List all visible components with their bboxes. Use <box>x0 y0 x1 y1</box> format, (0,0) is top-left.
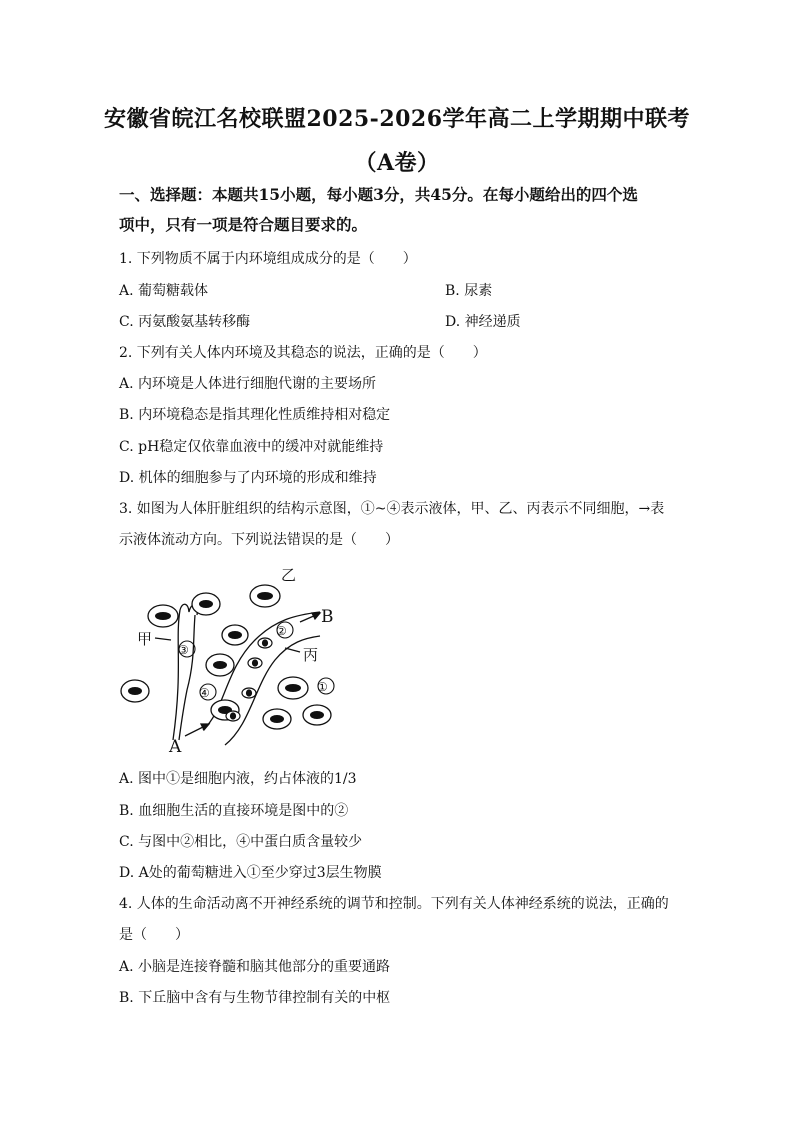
q2-option-a: A. 内环境是人体进行细胞代谢的主要场所 <box>119 376 377 392</box>
exam-title: 安徽省皖江名校联盟2025-2026学年高二上学期期中联考 <box>103 106 691 132</box>
label-1: ① <box>317 680 328 694</box>
blood-cell <box>258 638 272 648</box>
cell <box>148 605 178 627</box>
pointer-bing <box>285 648 300 652</box>
blood-cell <box>226 711 240 721</box>
q3-option-b: B. 血细胞生活的直接环境是图中的② <box>119 803 349 819</box>
section-instructions <box>119 180 679 240</box>
label-b: B <box>321 607 334 627</box>
label-3: ③ <box>178 643 189 657</box>
q3-option-c: C. 与图中②相比，④中蛋白质含量较少 <box>119 834 363 850</box>
section-line-2: 项中，只有一项是符合题目要求的。 <box>119 215 368 234</box>
cell-yi <box>250 585 280 607</box>
q2-option-d: D. 机体的细胞参与了内环境的形成和维持 <box>119 470 377 486</box>
cell <box>303 705 331 725</box>
q2-option-c: C. pH稳定仅依靠血液中的缓冲对就能维持 <box>119 439 384 455</box>
q2-stem: 2. 下列有关人体内环境及其稳态的说法，正确的是（ ） <box>119 345 487 361</box>
q1-stem: 1. 下列物质不属于内环境组成成分的是（ ） <box>119 251 417 267</box>
label-bing: 丙 <box>303 646 319 664</box>
cell <box>121 680 149 702</box>
arrow-b-head <box>312 613 320 619</box>
q1-option-a: A. 葡萄糖载体 <box>119 283 209 299</box>
label-a: A <box>169 737 182 757</box>
arrow-a-line <box>185 726 205 736</box>
label-yi: 乙 <box>281 566 297 584</box>
blood-cell <box>242 688 256 698</box>
q4-stem-line-2: 是（ ） <box>119 927 189 943</box>
q4-option-a: A. 小脑是连接脊髓和脑其他部分的重要通路 <box>119 959 391 975</box>
cell-1 <box>278 677 308 699</box>
label-4: ④ <box>199 686 210 700</box>
q1-option-c: C. 丙氨酸氨基转移酶 <box>119 314 251 330</box>
cell <box>222 625 248 645</box>
q1-option-d: D. 神经递质 <box>445 314 521 330</box>
cell <box>192 593 220 615</box>
tissue-cells <box>121 585 331 729</box>
q4-option-b: B. 下丘脑中含有与生物节律控制有关的中枢 <box>119 990 391 1006</box>
q3-stem-line-1: 3. 如图为人体肝脏组织的结构示意图，①~④表示液体，甲、乙、丙表示不同细胞，→表 <box>119 501 665 517</box>
blood-cell <box>248 658 262 668</box>
label-2: ② <box>276 624 287 638</box>
arrow-a-head <box>201 724 209 730</box>
capillary-jia-outline <box>173 610 180 740</box>
q3-option-d: D. A处的葡萄糖进入①至少穿过3层生物膜 <box>119 865 382 881</box>
q1-option-b: B. 尿素 <box>445 283 493 299</box>
cell <box>206 654 234 676</box>
pointer-jia <box>155 638 171 640</box>
cell <box>263 709 291 729</box>
label-jia: 甲 <box>137 630 153 648</box>
q4-stem-line-1: 4. 人体的生命活动离不开神经系统的调节和控制。下列有关人体神经系统的说法，正确的 <box>119 896 669 912</box>
liver-tissue-diagram <box>115 560 355 760</box>
q2-option-b: B. 内环境稳态是指其理化性质维持相对稳定 <box>119 407 391 423</box>
q3-option-a: A. 图中①是细胞内液，约占体液的1/3 <box>119 771 357 787</box>
capillary-jia-outline-right <box>179 615 195 740</box>
section-line-1: 一、选择题：本题共15小题，每小题3分，共45分。在每小题给出的四个选 <box>119 185 638 204</box>
exam-version: （A卷） <box>354 150 440 176</box>
q3-stem-line-2: 示液体流动方向。下列说法错误的是（ ） <box>119 532 399 548</box>
